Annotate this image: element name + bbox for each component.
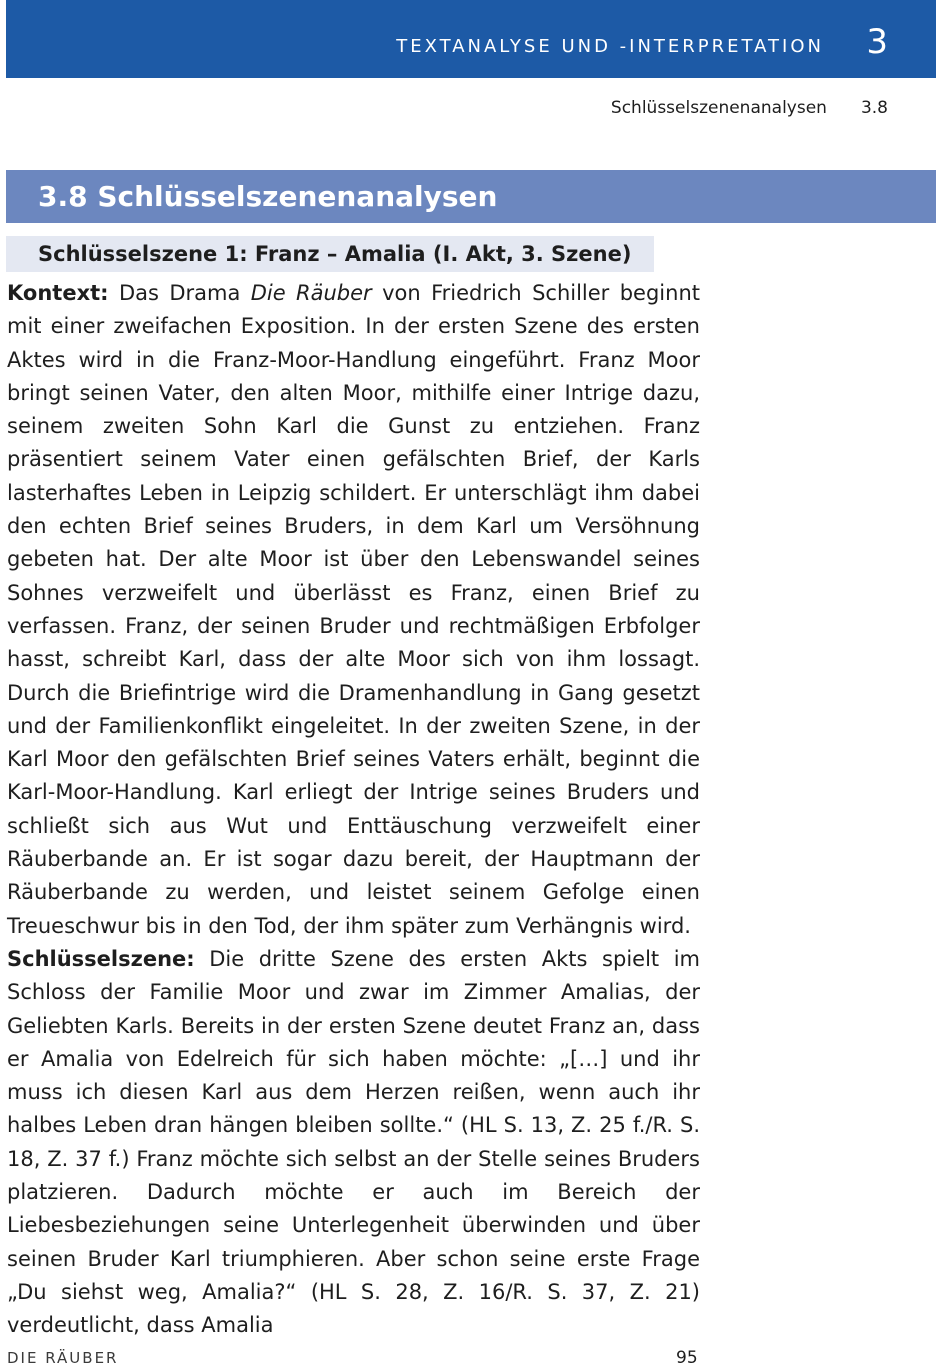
running-number: 3.8 bbox=[860, 98, 888, 118]
key-scene-paragraph bbox=[7, 943, 700, 1343]
running-title: Schlüsselszenenanalysen bbox=[610, 98, 827, 118]
section-title: 3.8 Schlüsselszenenanalysen bbox=[38, 180, 498, 213]
context-label: Kontext: bbox=[7, 281, 109, 305]
footer-book-title: DIE RÄUBER bbox=[7, 1349, 119, 1367]
context-text-after: von Friedrich Schiller beginnt mit einer zweifachen Exposition. In der ersten Szene des ersten Aktes wird in die Franz-Moor-Handlung eingeführt. Franz Moor bringt seinen Vater, den alten Moor, mithilfe einer Intrige dazu, seinem zweiten Sohn Karl die Gunst zu entziehen. Franz präsentiert seinem Vater einen gefälschten Brief, der Karls lasterhaftes Leben in Leipzig schildert. Er unterschlägt ihm dabei den echten Brief seines Bruders, in dem Karl um Versöhnung gebeten hat. Der alte Moor ist über den Lebenswandel seines Sohnes verzweifelt und überlässt es Franz, einen Brief zu verfassen. Franz, der seinen Bruder und rechtmäßigen Erbfolger hasst, schreibt Karl, dass der alte Moor sich von ihm lossagt. Durch die Briefintrige wird die Dramenhandlung in Gang gesetzt und der Familienkonflikt eingeleitet. In der zweiten Szene, in der Karl Moor den gefälschten Brief seines Vaters erhält, beginnt die Karl-Moor-Handlung. Karl erliegt der Intrige seines Bruders und schließt sich aus Wut und Enttäuschung verzweifelt einer Räuberbande an. Er ist sogar dazu bereit, der Hauptmann der Räuberbande zu werden, und leistet seinem Gefolge einen Treueschwur bis in den Tod, der ihm später zum Verhängnis wird. bbox=[7, 281, 700, 938]
scene-title: Schlüsselszene 1: Franz – Amalia (I. Akt, 3. Szene) bbox=[38, 242, 632, 266]
key-scene-text: Die dritte Szene des ersten Akts spielt im Schloss der Familie Moor und zwar im Zimmer Amalias, der Geliebten Karls. Bereits in der ersten Szene deutet Franz an, dass er Amalia von Edelreich für sich haben möchte: „[…] und ihr muss ich diesen Karl aus dem Herzen reißen, wenn auch ihr halbes Leben dran hängen bleiben sollte.“ (HL S. 13, Z. 25 f./R. S. 18, Z. 37 f.) Franz möchte sich selbst an der Stelle seines Bruders platzieren. Dadurch möchte er auch im Bereich der Liebesbeziehungen seine Unterlegenheit überwinden und über seinen Bruder Karl triumphieren. Aber schon seine erste Frage „Du siehst weg, Amalia?“ (HL S. 28, Z. 16/R. S. 37, Z. 21) verdeutlicht, dass Amalia bbox=[7, 946, 700, 1338]
context-text-before: Das Drama bbox=[108, 281, 251, 305]
context-paragraph bbox=[7, 277, 700, 943]
body-text bbox=[7, 277, 700, 1343]
section-heading-band bbox=[6, 170, 936, 223]
scene-heading-band bbox=[6, 236, 654, 272]
chapter-number: 3 bbox=[866, 22, 888, 62]
chapter-title: TEXTANALYSE UND -INTERPRETATION bbox=[396, 36, 824, 57]
work-title: Die Räuber bbox=[250, 281, 372, 305]
footer-page-number: 95 bbox=[676, 1348, 698, 1368]
chapter-header-band bbox=[6, 0, 936, 78]
running-head bbox=[611, 98, 888, 118]
key-scene-label: Schlüsselszene: bbox=[7, 946, 195, 971]
